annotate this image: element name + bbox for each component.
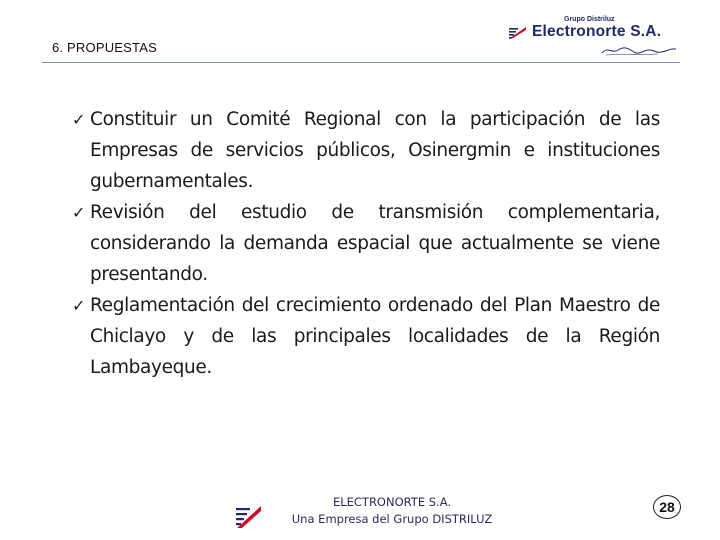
header-divider (42, 62, 680, 63)
logo-group-text: Grupo Distriluz (564, 16, 615, 23)
list-item (72, 104, 660, 197)
list-item (72, 290, 660, 383)
checkmark-icon: ✓ (72, 110, 86, 129)
checkmark-icon: ✓ (72, 203, 86, 222)
electronorte-footer-icon (234, 502, 264, 532)
proposal-list (72, 104, 660, 383)
checkmark-icon: ✓ (72, 296, 86, 315)
footer-tagline: Una Empresa del Grupo DISTRILUZ (291, 512, 493, 526)
section-title: 6. PROPUESTAS (52, 40, 157, 55)
bullet-text: Reglamentación del crecimiento ordenado del Plan Maestro de Chiclayo y de las principales localidades de la Región Lambayeque. (90, 295, 660, 378)
page-number-badge: 28 (653, 495, 681, 519)
bullet-text: Revisión del estudio de transmisión complementaria, considerando la demanda espacial que actualmente se viene presentando. (90, 202, 660, 285)
footer-company: ELECTRONORTE S.A. (332, 495, 452, 509)
footer-text (270, 494, 514, 528)
bullet-text: Constituir un Comité Regional con la participación de las Empresas de servicios públicos, Osinergmin e instituciones gubernamentales. (90, 109, 660, 192)
logo-tagline-signature (598, 42, 678, 58)
list-item (72, 197, 660, 290)
logo-company-name: Electronorte S.A. (532, 23, 662, 40)
electronorte-logo-icon (508, 25, 528, 41)
company-logo (506, 16, 682, 60)
